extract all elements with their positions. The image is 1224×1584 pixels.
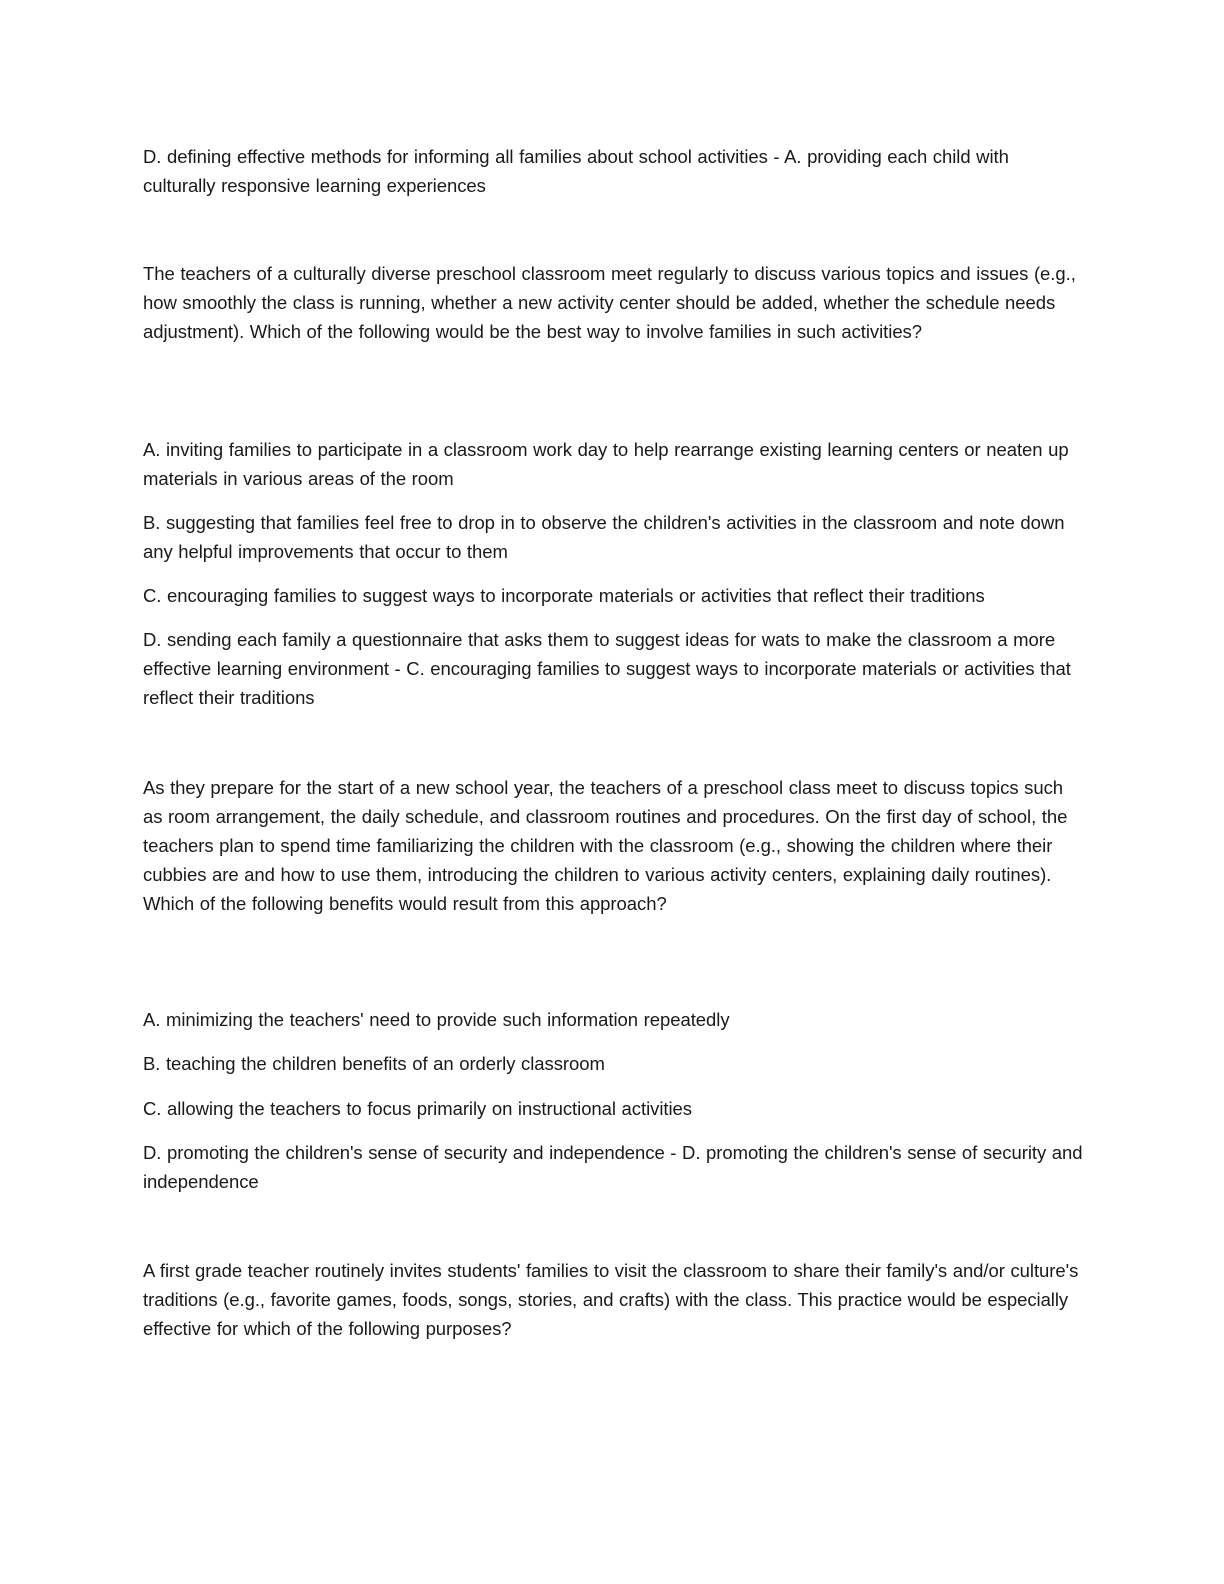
question-family-involvement: The teachers of a culturally diverse preschool classroom meet regularly to discuss various topics and issues (e.g., how smoothly the class is running, whether a new activity center should be added, whether the schedule needs adjustment). Which of the following would be the best way to involve families in such activities? xyxy=(143,263,1076,342)
option-d-questionnaire-answer: D. sending each family a questionnaire that asks them to suggest ideas for wats to make the classroom a more effective learning environment - C. encouraging families to suggest ways to incorporate materials or activities that reflect their traditions xyxy=(143,629,1071,708)
question-first-day: As they prepare for the start of a new school year, the teachers of a preschool class meet to discuss topics such as room arrangement, the daily schedule, and classroom routines and procedures. On the first day of school, the teachers plan to spend time familiarizing the children with the classroom (e.g., showing the children where their cubbies are and how to use them, introducing the children to various activity centers, explaining daily routines). Which of the following benefits would result from this approach? xyxy=(143,777,1068,914)
option-b-drop-in: B. suggesting that families feel free to drop in to observe the children's activities in the classroom and note down any helpful improvements that occur to them xyxy=(143,512,1065,562)
option-d-security-answer: D. promoting the children's sense of security and independence - D. promoting the children's sense of security and independence xyxy=(143,1142,1083,1192)
option-b-orderly: B. teaching the children benefits of an orderly classroom xyxy=(143,1053,605,1074)
option-a-work-day: A. inviting families to participate in a classroom work day to help rearrange existing learning centers or neaten up materials in various areas of the room xyxy=(143,439,1069,489)
option-a-minimizing: A. minimizing the teachers' need to provide such information repeatedly xyxy=(143,1009,730,1030)
answer-line-previous: D. defining effective methods for informing all families about school activities - A. providing each child with culturally responsive learning experiences xyxy=(143,146,1009,196)
option-c-instructional: C. allowing the teachers to focus primarily on instructional activities xyxy=(143,1098,692,1119)
question-first-grade: A first grade teacher routinely invites students' families to visit the classroom to share their family's and/or culture's traditions (e.g., favorite games, foods, songs, stories, and crafts) with the class. This practice would be especially effective for which of the following purposes? xyxy=(143,1260,1079,1339)
option-c-traditions: C. encouraging families to suggest ways to incorporate materials or activities that reflect their traditions xyxy=(143,585,985,606)
